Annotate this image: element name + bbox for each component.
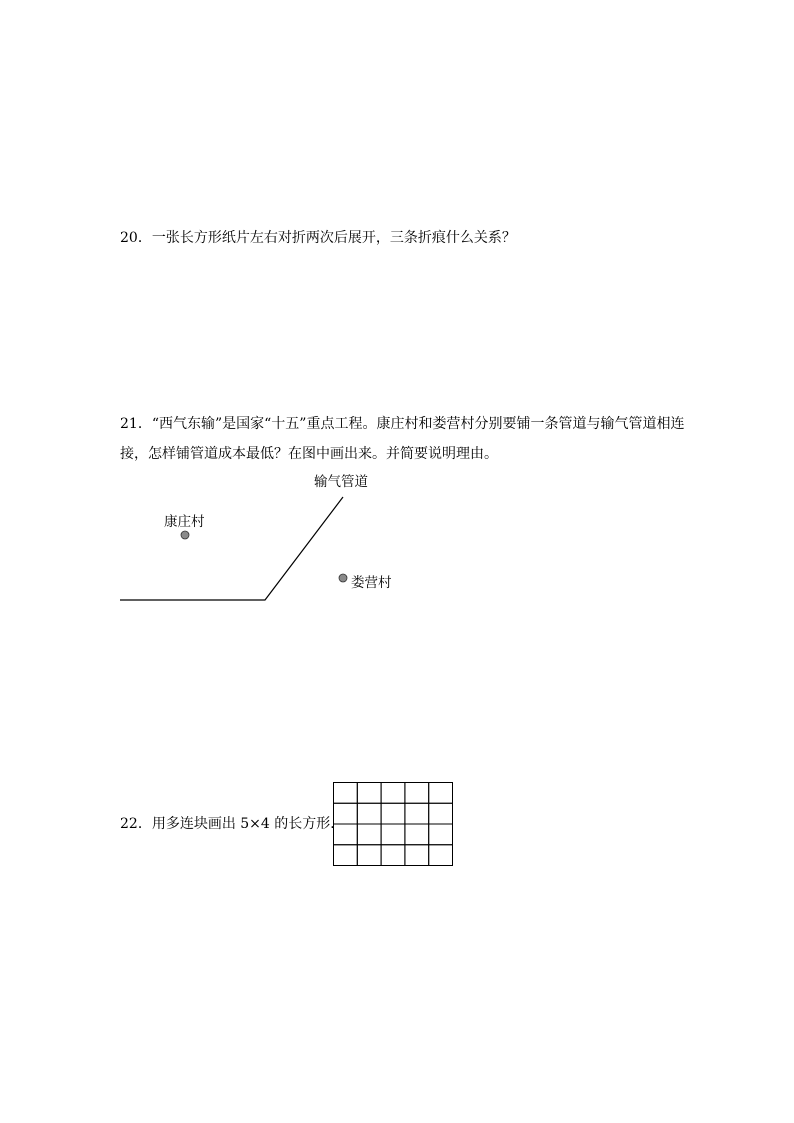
grid-cell	[357, 824, 381, 845]
question-22	[120, 809, 344, 839]
grid-cell	[405, 783, 429, 804]
louying-village-point	[339, 574, 347, 582]
question-20	[120, 223, 516, 253]
grid-cell	[381, 803, 405, 824]
gas-pipeline	[120, 497, 343, 600]
grid-cell	[405, 845, 429, 866]
grid-cell	[334, 783, 358, 804]
grid-cell	[334, 845, 358, 866]
grid-cell	[429, 803, 453, 824]
grid-cell	[429, 824, 453, 845]
question-text-line-2: 接，怎样铺管道成本最低？在图中画出来。并简要说明理由。	[120, 446, 498, 462]
grid-cell	[381, 845, 405, 866]
question-text: 用多连块画出 5×4 的长方形．	[151, 816, 345, 832]
kangzhuang-village-point	[181, 531, 189, 539]
question-number: 21．	[120, 416, 152, 432]
grid-cell	[357, 783, 381, 804]
grid-cell	[381, 783, 405, 804]
grid-cell	[405, 803, 429, 824]
question-text-line-1: “西气东输”是国家“十五”重点工程。康庄村和娄营村分别要铺一条管道与输气管道相连	[151, 416, 685, 432]
grid-cell	[357, 845, 381, 866]
grid-cell	[334, 824, 358, 845]
grid-cell	[429, 845, 453, 866]
grid-cell	[405, 824, 429, 845]
question-number: 20．	[120, 230, 152, 246]
question-21	[120, 409, 684, 469]
kangzhuang-village-label: 康庄村	[164, 514, 205, 530]
square-grid	[333, 782, 453, 866]
grid-cell	[357, 803, 381, 824]
grid-cell	[334, 803, 358, 824]
grid-cell	[429, 783, 453, 804]
question-text: 一张长方形纸片左右对折两次后展开，三条折痕什么关系？	[151, 230, 516, 246]
pipeline-label: 输气管道	[314, 474, 368, 490]
grid-cell	[381, 824, 405, 845]
louying-village-label: 娄营村	[351, 575, 392, 591]
question-number: 22．	[120, 816, 152, 832]
